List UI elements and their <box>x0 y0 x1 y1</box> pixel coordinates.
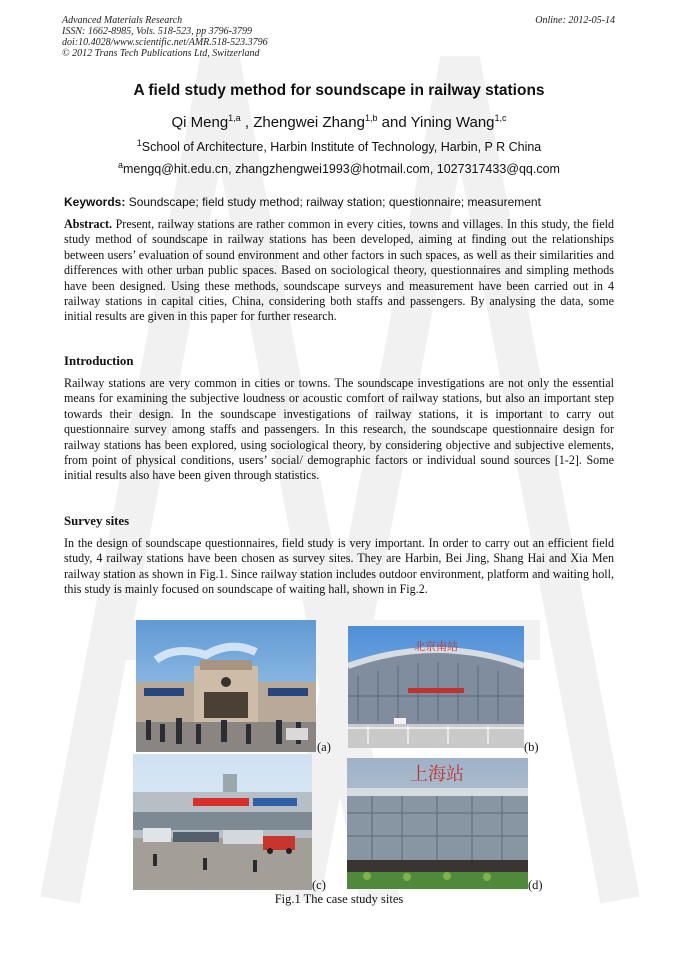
emails-text: mengq@hit.edu.cn, zhangzhengwei1993@hotmail.com, 1027317433@qq.com <box>123 162 560 177</box>
photo-beijing-south-station <box>348 626 524 748</box>
photo-shanghai-station <box>133 754 312 890</box>
author-sup: 1,b <box>364 113 378 123</box>
keywords-text: Soundscape; field study method; railway station; questionnaire; measurement <box>125 195 541 209</box>
figure-caption: Fig.1 The case study sites <box>274 892 404 906</box>
figure-label-a: (a) <box>317 740 331 754</box>
abstract <box>64 217 614 325</box>
abstract-text: Present, railway stations are rather common in every cities, towns and villages. In this study, the field study method of soundscape in railway stations has been developed, aiming at finding out the relationships between users’ evaluation of sound environment and other factors in such spaces, as well as their similarities and differences with other urban public spaces. Based on sociological theory, questionnaires and simpling methods have been designed. Using these methods, soundscape surveys and measurement have been carried out in 4 railway stations in capital cities, China, considering both staffs and passengers. By analysing the data, some initial results are given in this paper for further research. <box>64 217 614 324</box>
author-name: Zhengwei Zhang <box>253 114 365 131</box>
photo-harbin-station <box>136 620 316 752</box>
author-sup: 1,c <box>494 113 507 123</box>
journal-issn: ISSN: 1662-8985, Vols. 518-523, pp 3796-3799 <box>62 26 252 37</box>
station-sign-b: 北京南站 <box>414 640 458 653</box>
journal-copyright: © 2012 Trans Tech Publications Ltd, Switzerland <box>62 48 260 59</box>
abstract-label: Abstract. <box>64 217 113 231</box>
survey-paragraph: In the design of soundscape questionnaires, field study is very important. In order to carry out an efficient field study, 4 railway stations have been chosen as survey sites. They are Harbin, Bei Jing, Shang Hai and Xia Men railway station as shown in Fig.1. Since railway station includes outdoor environment, platform and waiting holl, this study is mainly focused on soundscape of waiting hall, shown in Fig.2. <box>64 536 614 597</box>
author-name: Qi Meng <box>171 114 229 131</box>
emails-sup: a <box>118 160 124 170</box>
figure-label-d: (d) <box>528 878 543 892</box>
author-list <box>0 113 678 131</box>
station-sign-d: 上海站 <box>410 764 464 785</box>
survey-heading: Survey sites <box>64 514 130 528</box>
author-separator: and <box>377 114 411 131</box>
author-name: Yining Wang <box>410 114 495 131</box>
keywords <box>64 195 616 209</box>
author-sup: 1,a <box>228 113 241 123</box>
affiliation-sup: 1 <box>136 138 142 148</box>
paper-title: A field study method for soundscape in railway stations <box>133 82 545 99</box>
figure-label-c: (c) <box>312 878 326 892</box>
figure-label-b: (b) <box>524 740 539 754</box>
affiliation-text: School of Architecture, Harbin Institute of Technology, Harbin, P R China <box>141 140 542 155</box>
author-emails <box>0 160 678 176</box>
intro-paragraph: Railway stations are very common in cities or towns. The soundscape investigations are not only the essential means for examining the subjective loudness or acoustic comfort of railway stations, but also an important step towards their design. In the soundscape investigations of railway stations, it is important to carry out questionnaire survey among staffs and passengers. In this research, the soundscape questionnaire design for railway stations has been explored, using sociological theory, by considering objective and subjective elements, from point of physical conditions, users’ social/ demographic factors or individual sound sources [1-2]. Some initial results also have been given through statistics. <box>64 376 614 483</box>
affiliation <box>0 138 678 154</box>
journal-name: Advanced Materials Research <box>62 15 183 26</box>
journal-doi: doi:10.4028/www.scientific.net/AMR.518-523.3796 <box>62 37 268 48</box>
intro-heading: Introduction <box>64 354 134 368</box>
photo-xiamen-station <box>347 758 528 889</box>
journal-header <box>62 15 615 59</box>
keywords-label: Keywords: <box>64 195 126 209</box>
author-separator: , <box>240 114 254 131</box>
online-date: Online: 2012-05-14 <box>535 15 615 26</box>
